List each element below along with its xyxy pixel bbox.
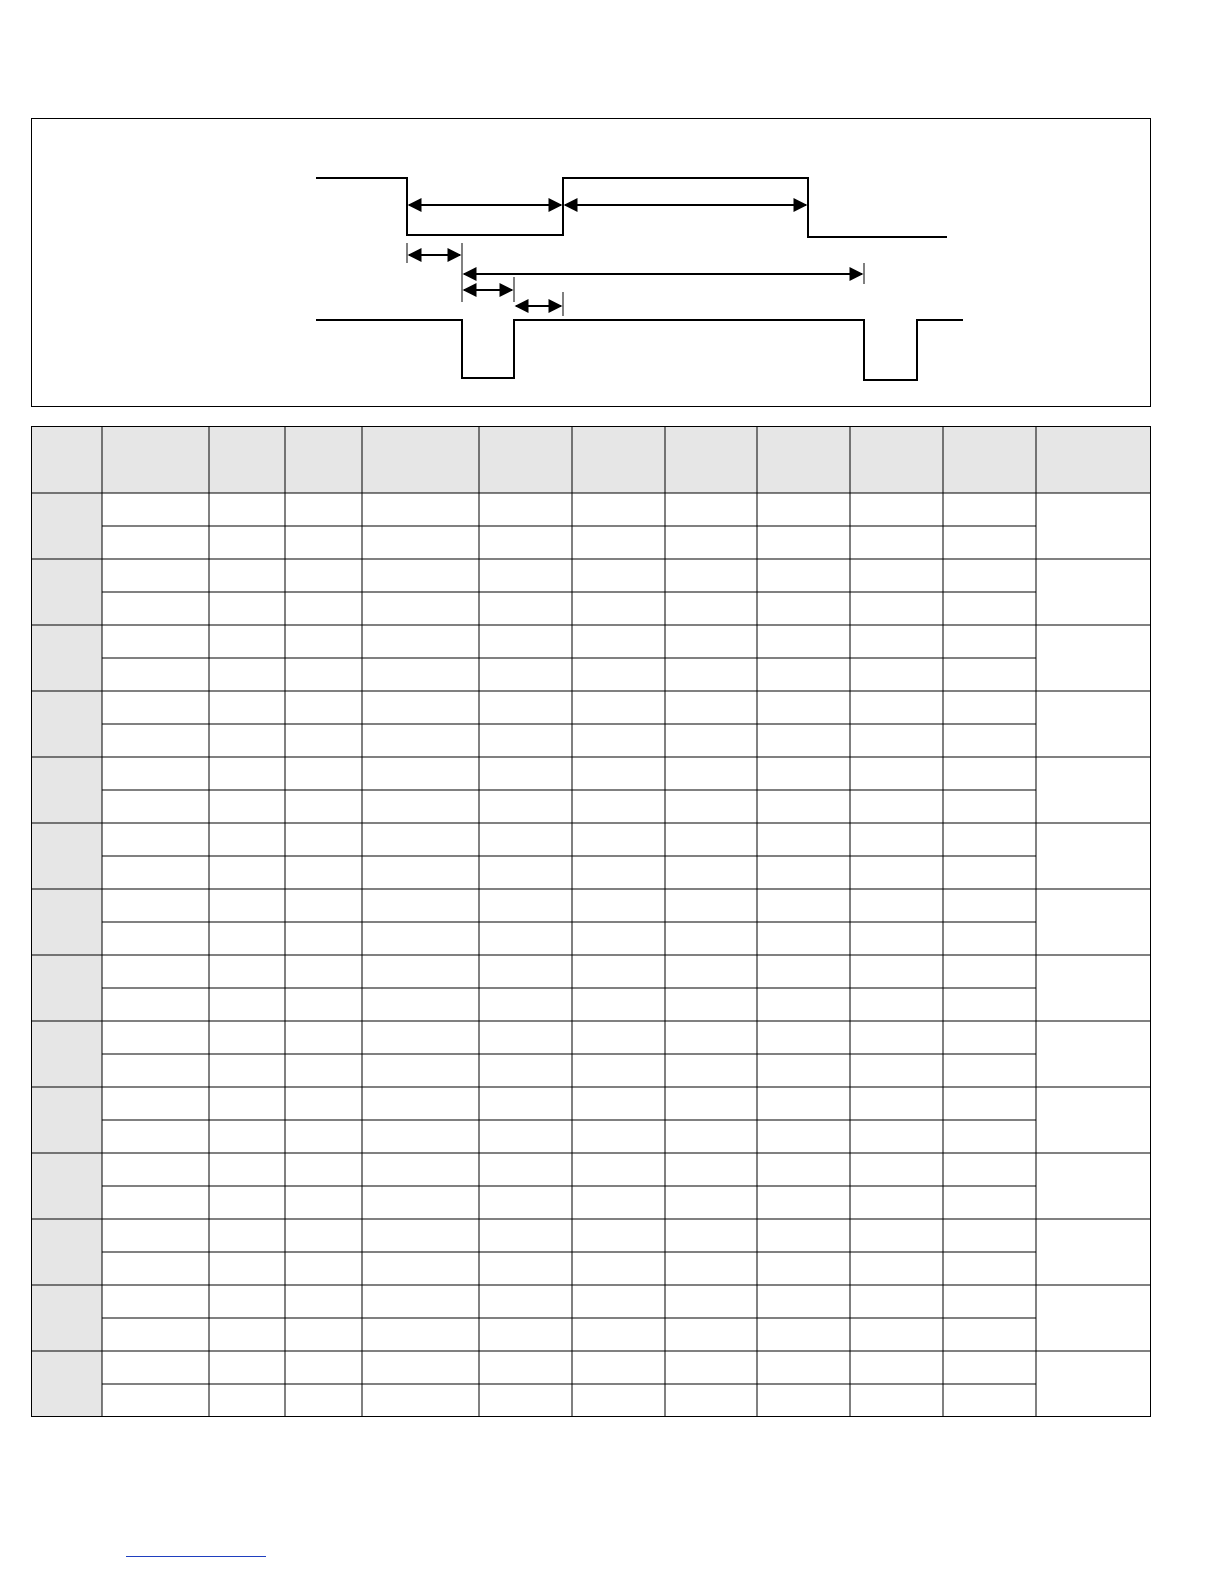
table-row: [31, 1285, 1151, 1318]
table-row: [31, 1153, 1151, 1186]
table-row: [31, 1219, 1151, 1252]
table-row: [31, 1087, 1151, 1120]
lower-waveform: [316, 320, 963, 380]
table-row: [31, 1021, 1151, 1054]
table-header-row: [31, 426, 1151, 493]
table-row: [31, 1351, 1151, 1384]
table-row: [31, 559, 1151, 592]
table-row: [31, 757, 1151, 790]
footer-link-underline[interactable]: [126, 1556, 266, 1557]
table-row: [31, 823, 1151, 856]
spec-table: [31, 426, 1151, 1417]
timing-diagram: [32, 119, 1152, 408]
timing-diagram-panel: [31, 118, 1151, 407]
table-row: [31, 625, 1151, 658]
table-row: [31, 691, 1151, 724]
table-row: [31, 493, 1151, 526]
table-row: [31, 955, 1151, 988]
upper-waveform: [316, 178, 947, 237]
table-row: [31, 889, 1151, 922]
